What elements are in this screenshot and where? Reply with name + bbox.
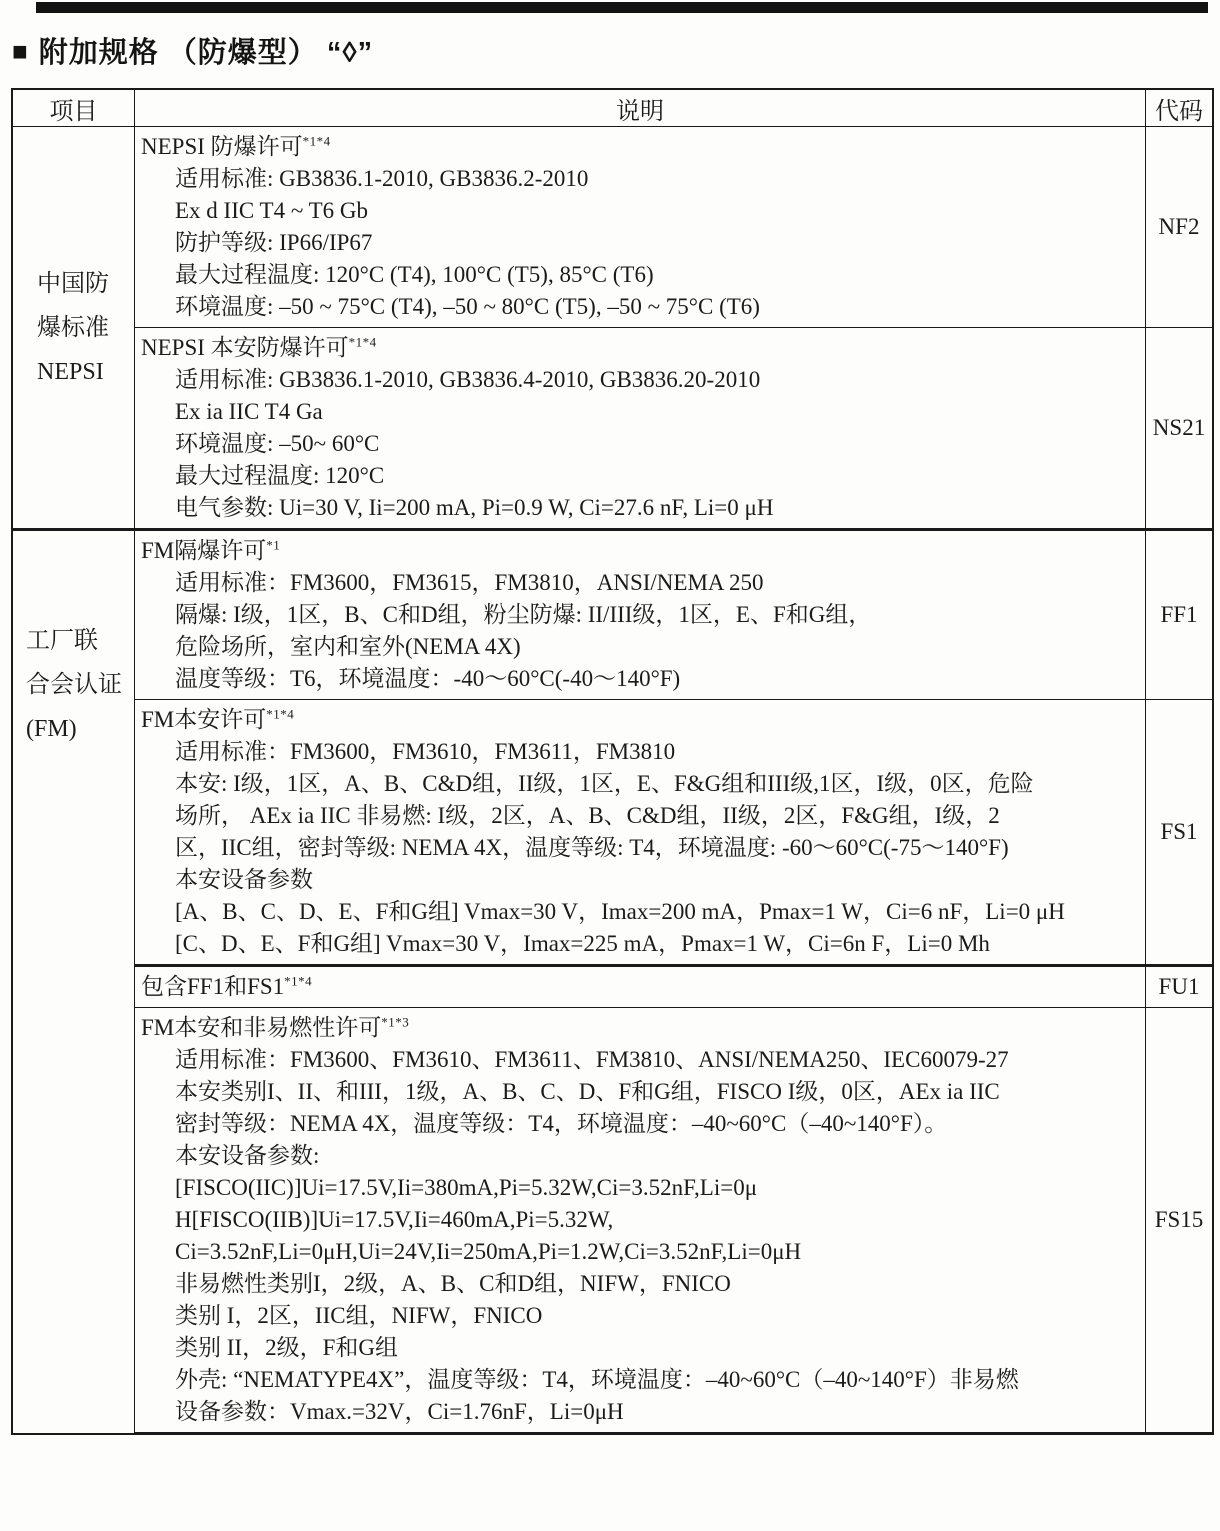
- code-cell: FS1: [1146, 700, 1214, 966]
- spec-line: 温度等级：T6，环境温度：-40～60°C(-40～140°F): [175, 666, 681, 691]
- spec-line: 环境温度: –50~ 60°C: [175, 431, 380, 456]
- spec-line: FM本安和非易燃性许可$^{*1*3}$: [141, 1014, 410, 1040]
- spec-line: 适用标准: GB3836.1-2010, GB3836.2-2010: [175, 166, 589, 191]
- description-cell: [135, 127, 1146, 328]
- spec-line: Ex d IIC T4 ~ T6 Gb: [175, 198, 369, 223]
- spec-line: 外壳: “NEMATYPE4X”，温度等级：T4，环境温度：–40~60°C（–40~140°F）非易燃: [175, 1367, 1019, 1392]
- spec-line: 类别 II，2级，F和G组: [175, 1335, 398, 1360]
- code-cell: NF2: [1146, 127, 1214, 328]
- spec-line: 区，IIC组，密封等级: NEMA 4X，温度等级: T4，环境温度: -60～60°C(-75～140°F): [175, 835, 1009, 860]
- spec-line: 适用标准: GB3836.1-2010, GB3836.4-2010, GB3836.20-2010: [175, 367, 761, 392]
- spec-line: 密封等级：NEMA 4X，温度等级：T4，环境温度：–40~60°C（–40~140°F）。: [175, 1111, 948, 1136]
- spec-line: 最大过程温度: 120°C: [175, 463, 385, 488]
- footnote-marker: *1*4: [302, 133, 331, 149]
- spec-line: 场所， AEx ia IIC 非易燃: I级，2区，A、B、C&D组，II级，2区，F&G组，I级，2: [175, 803, 1000, 828]
- item-label-line: NEPSI: [37, 358, 104, 385]
- spec-line: 设备参数：Vmax.=32V，Ci=1.76nF，Li=0μH: [175, 1399, 624, 1424]
- item-cell-fm: [12, 530, 135, 1434]
- description-cell: [135, 700, 1146, 966]
- spec-line: Ci=3.52nF,Li=0μH,Ui=24V,Ii=250mA,Pi=1.2W,Ci=3.52nF,Li=0μH: [175, 1239, 802, 1264]
- spec-line: 适用标准：FM3600、FM3610、FM3611、FM3810、ANSI/NEMA250、IEC60079-27: [175, 1047, 1009, 1072]
- spec-line: 本安: I级，1区，A、B、C&D组，II级，1区，E、F&G组和III级,1区，I级，0区，危险: [175, 771, 1034, 796]
- section-marker-icon: ■: [12, 35, 29, 66]
- spec-line: 非易燃性类别I，2级，A、B、C和D组，NIFW，FNICO: [175, 1271, 731, 1296]
- spec-line: 隔爆: I级，1区，B、C和D组，粉尘防爆: II/III级，1区，E、F和G组，: [175, 602, 872, 627]
- description-cell: [135, 1008, 1146, 1434]
- spec-line: 本安类别I、II、和III，1级，A、B、C、D、F和G组，FISCO I级，0区，AEx ia IIC: [175, 1079, 1000, 1104]
- page-top-divider: [36, 2, 1208, 13]
- table-row-fu1: [12, 966, 1213, 1008]
- spec-line: NEPSI 防爆许可$^{*1*4}$: [141, 133, 331, 159]
- footnote-marker: *1: [266, 537, 281, 553]
- spec-line: [C、D、E、F和G组] Vmax=30 V，Imax=225 mA，Pmax=1 W，Ci=6n F，Li=0 Mh: [175, 931, 990, 956]
- section-title: [12, 30, 373, 71]
- spec-line: 类别 I，2区，IIC组，NIFW，FNICO: [175, 1303, 543, 1328]
- table-row-ff1: [12, 530, 1213, 700]
- table-header-row: [12, 89, 1213, 127]
- col-header-description: 说明: [135, 89, 1146, 127]
- spec-line: 危险场所，室内和室外(NEMA 4X): [175, 634, 521, 659]
- spec-line: 包含FF1和FS1$^{*1*4}$: [141, 973, 313, 999]
- spec-line: FM本安许可$^{*1*4}$: [141, 706, 295, 732]
- spec-line: 适用标准：FM3600，FM3615，FM3810，ANSI/NEMA 250: [175, 570, 764, 595]
- spec-line: Ex ia IIC T4 Ga: [175, 399, 323, 424]
- spec-line: NEPSI 本安防爆许可$^{*1*4}$: [141, 334, 377, 360]
- col-header-item: 项目: [12, 89, 135, 127]
- footnote-marker: *1*4: [284, 973, 313, 989]
- table-row-nf2: [12, 127, 1213, 328]
- spec-line: [A、B、C、D、E、F和G组] Vmax=30 V，Imax=200 mA，Pmax=1 W，Ci=6 nF，Li=0 μH: [175, 899, 1065, 924]
- item-cell-nepsi: [12, 127, 135, 530]
- item-label-line: (FM): [26, 716, 77, 742]
- code-cell: FS15: [1146, 1008, 1214, 1434]
- description-cell: [135, 328, 1146, 530]
- code-cell: FF1: [1146, 530, 1214, 700]
- table-row-fs15: [12, 1008, 1213, 1434]
- footnote-marker: *1*4: [266, 706, 295, 722]
- spec-line: 最大过程温度: 120°C (T4), 100°C (T5), 85°C (T6): [175, 262, 654, 287]
- footnote-marker: *1*3: [381, 1014, 410, 1030]
- item-label-line: 爆标准: [37, 314, 109, 341]
- spec-line: 本安设备参数: [175, 867, 313, 892]
- spec-table: [11, 88, 1214, 1435]
- table-row-ns21: [12, 328, 1213, 530]
- description-cell: [135, 530, 1146, 700]
- footnote-marker: *1*4: [348, 334, 377, 350]
- description-cell: [135, 966, 1146, 1008]
- item-label-line: 合会认证: [26, 672, 122, 698]
- col-header-code: 代码: [1146, 89, 1214, 127]
- spec-line: FM隔爆许可$^{*1}$: [141, 537, 281, 563]
- code-cell: NS21: [1146, 328, 1214, 530]
- spec-line: 环境温度: –50 ~ 75°C (T4), –50 ~ 80°C (T5), –50 ~ 75°C (T6): [175, 294, 760, 319]
- item-label-line: 工厂联: [26, 628, 98, 654]
- code-cell: FU1: [1146, 966, 1214, 1008]
- spec-line: 电气参数: Ui=30 V, Ii=200 mA, Pi=0.9 W, Ci=27.6 nF, Li=0 μH: [175, 495, 774, 520]
- table-row-fs1: [12, 700, 1213, 966]
- spec-line: 防护等级: IP66/IP67: [175, 230, 373, 255]
- spec-line: H[FISCO(IIB)]Ui=17.5V,Ii=460mA,Pi=5.32W,: [175, 1207, 614, 1232]
- spec-line: 本安设备参数:: [175, 1143, 320, 1168]
- spec-line: 适用标准：FM3600，FM3610，FM3611，FM3810: [175, 739, 676, 764]
- section-title-text: 附加规格 （防爆型） “◊”: [38, 37, 374, 69]
- spec-line: [FISCO(IIC)]Ui=17.5V,Ii=380mA,Pi=5.32W,Ci=3.52nF,Li=0μ: [175, 1175, 758, 1200]
- item-label-line: 中国防: [37, 270, 109, 297]
